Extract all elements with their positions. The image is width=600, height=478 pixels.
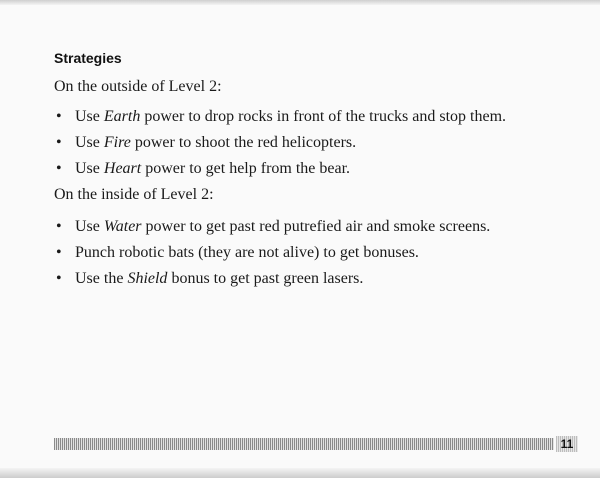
item-text: Use [75,218,104,235]
power-name: Heart [103,160,142,177]
power-name: Earth [103,108,141,125]
item-text: Punch robotic bats (they are not alive) to get bonuses. [75,244,419,261]
item-text: power to drop rocks in front of the trucks and stop them. [140,108,507,125]
item-text: Use [75,108,104,125]
bullet-icon: • [56,108,62,125]
page-number: 11 [556,436,578,452]
outside-intro: On the outside of Level 2: [54,78,222,95]
list-item [54,217,490,241]
power-name: Water [103,218,142,235]
bullet-icon: • [56,134,62,151]
item-text: power to get past red putrefied air and smoke screens. [141,218,491,235]
section-heading: Strategies [54,50,122,66]
scan-bottom-edge [0,468,600,478]
list-item [54,107,506,131]
bullet-icon: • [56,218,62,235]
item-text: power to shoot the red helicopters. [130,134,357,151]
item-text: Use [75,134,104,151]
item-text: Use the [75,270,128,287]
inside-strategy-list [54,217,490,295]
inside-intro: On the inside of Level 2: [54,186,214,203]
list-item [54,159,506,183]
list-item [54,133,506,157]
item-text: Use [75,160,104,177]
list-item [54,269,490,293]
list-item [54,243,490,267]
power-name: Fire [103,134,131,151]
bullet-icon: • [56,270,62,287]
bullet-icon: • [56,244,62,261]
footer-pattern-bar [54,438,554,450]
outside-strategy-list [54,107,506,185]
power-name: Shield [127,270,168,287]
scan-top-edge [0,0,600,5]
item-text: bonus to get past green lasers. [167,270,364,287]
item-text: power to get help from the bear. [141,160,351,177]
bullet-icon: • [56,160,62,177]
